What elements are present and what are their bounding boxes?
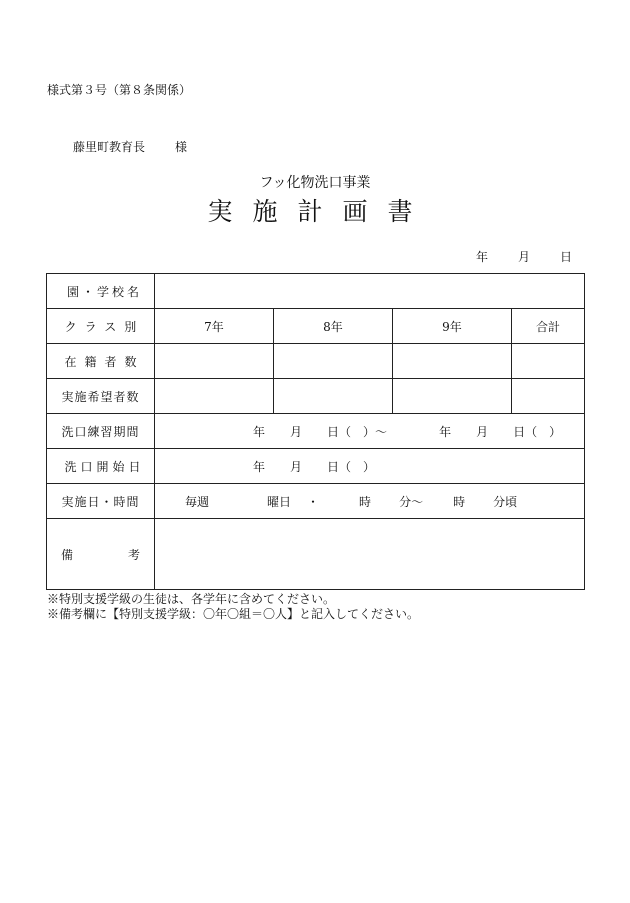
document-subtitle: フッ化物洗口事業 bbox=[259, 175, 371, 191]
note-special-class: ※特別支援学級の生徒は、各学年に含めてください。 bbox=[47, 592, 336, 606]
practice-period-field[interactable]: 年 月 日（ ）〜 年 月 日（ ） bbox=[155, 414, 585, 449]
total-header: 合計 bbox=[512, 309, 585, 344]
enrolled-grade-7-field[interactable] bbox=[155, 344, 274, 379]
date-month-field[interactable]: 月 bbox=[517, 250, 530, 264]
table-row-enrolled bbox=[47, 344, 585, 379]
enrolled-grade-8-field[interactable] bbox=[274, 344, 393, 379]
school-name-label: 園・学校名 bbox=[47, 274, 155, 309]
notes bbox=[47, 592, 419, 622]
start-date-field[interactable]: 年 月 日（ ） bbox=[155, 449, 585, 484]
table-row-school bbox=[47, 274, 585, 309]
addressee-line bbox=[73, 138, 187, 155]
applicants-grade-8-field[interactable] bbox=[274, 379, 393, 414]
class-label: クラス別 bbox=[47, 309, 155, 344]
remarks-field[interactable] bbox=[155, 519, 585, 590]
plan-form-table bbox=[46, 273, 585, 590]
practice-period-label: 洗口練習期間 bbox=[47, 414, 155, 449]
date-line bbox=[476, 248, 572, 265]
grade-9-header: 9年 bbox=[393, 309, 512, 344]
applicants-grade-9-field[interactable] bbox=[393, 379, 512, 414]
note-remarks-instruction: ※備考欄に【特別支援学級：〇年〇組＝〇人】と記入してください。 bbox=[47, 607, 420, 621]
school-name-field[interactable] bbox=[155, 274, 585, 309]
table-row-class bbox=[47, 309, 585, 344]
applicants-grade-7-field[interactable] bbox=[155, 379, 274, 414]
enrolled-grade-9-field[interactable] bbox=[393, 344, 512, 379]
schedule-label: 実施日・時間 bbox=[47, 484, 155, 519]
table-row-start-date bbox=[47, 449, 585, 484]
enrolled-label: 在籍者数 bbox=[47, 344, 155, 379]
date-day-field[interactable]: 日 bbox=[559, 250, 572, 264]
applicants-label: 実施希望者数 bbox=[47, 379, 155, 414]
table-row-applicants bbox=[47, 379, 585, 414]
addressee-name: 藤里町教育長 bbox=[73, 140, 146, 154]
start-date-label: 洗口開始日 bbox=[47, 449, 155, 484]
grade-7-header: 7年 bbox=[155, 309, 274, 344]
table-row-remarks bbox=[47, 519, 585, 590]
applicants-total-field[interactable] bbox=[512, 379, 585, 414]
date-year-field[interactable]: 年 bbox=[475, 250, 488, 264]
grade-8-header: 8年 bbox=[274, 309, 393, 344]
form-number: 様式第３号（第８条関係） bbox=[47, 83, 192, 97]
enrolled-total-field[interactable] bbox=[512, 344, 585, 379]
table-row-schedule bbox=[47, 484, 585, 519]
table-row-practice-period bbox=[47, 414, 585, 449]
schedule-field[interactable]: 毎週 曜日 ・ 時 分〜 時 分頃 bbox=[155, 484, 585, 519]
remarks-label: 備 考 bbox=[47, 519, 155, 590]
document-title: 実施計画書 bbox=[207, 197, 433, 226]
addressee-honorific: 様 bbox=[175, 140, 188, 154]
